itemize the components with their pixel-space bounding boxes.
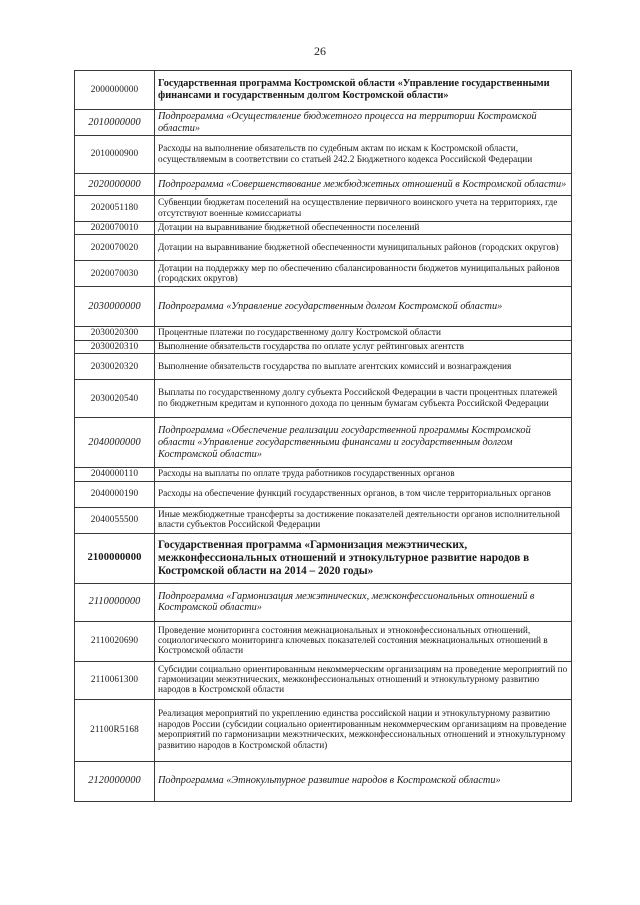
row-code: 2110061300 [75, 661, 155, 699]
row-name: Расходы на обеспечение функций государственных органов, в том числе территориальных органов [155, 481, 572, 507]
row-name: Государственная программа Костромской области «Управление государственными финансами и государственным долгом Костромской области» [155, 71, 572, 110]
row-name: Выплаты по государственному долгу субъекта Российской Федерации в части процентных платежей по бюджетным кредитам и купонного дохода по ценным бумагам субъекта Российской Федерации [155, 380, 572, 418]
row-code: 2020051180 [75, 196, 155, 222]
table-body [75, 71, 572, 802]
row-code: 21100R5168 [75, 699, 155, 761]
row-code: 2020070010 [75, 222, 155, 235]
row-name: Расходы на выплаты по оплате труда работников государственных органов [155, 468, 572, 481]
table-row [75, 533, 572, 583]
row-name: Субсидии социально ориентированным некоммерческим организациям на проведение мероприятий по гармонизации межэтнических, межконфессиональных отношений и этнокультурному развитию народов в Костромской области [155, 661, 572, 699]
row-name: Выполнение обязательств государства по выплате агентских комиссий и вознаграждения [155, 354, 572, 380]
row-name: Дотации на выравнивание бюджетной обеспеченности муниципальных районов (городских округов) [155, 235, 572, 261]
row-code: 2040055500 [75, 507, 155, 533]
budget-classification-table [74, 70, 572, 802]
row-code: 2020070020 [75, 235, 155, 261]
row-code: 2030020300 [75, 327, 155, 340]
table-row [75, 340, 572, 353]
row-name: Подпрограмма «Гармонизация межэтнических, межконфессиональных отношений в Костромской области» [155, 583, 572, 621]
table-row [75, 174, 572, 196]
row-code: 2000000000 [75, 71, 155, 110]
row-code: 2110020690 [75, 621, 155, 661]
row-name: Подпрограмма «Управление государственным долгом Костромской области» [155, 287, 572, 327]
row-code: 2020000000 [75, 174, 155, 196]
table-row [75, 110, 572, 136]
table-row [75, 621, 572, 661]
row-name: Подпрограмма «Совершенствование межбюджетных отношений в Костромской области» [155, 174, 572, 196]
row-name: Дотации на выравнивание бюджетной обеспеченности поселений [155, 222, 572, 235]
row-code: 2040000110 [75, 468, 155, 481]
table-row [75, 380, 572, 418]
table-row [75, 481, 572, 507]
row-code: 2120000000 [75, 761, 155, 801]
row-name: Государственная программа «Гармонизация межэтнических, межконфессиональных отношений и этнокультурное развитие народов в Костромской области на 2014 – 2020 годы» [155, 533, 572, 583]
table-row [75, 71, 572, 110]
row-code: 2010000900 [75, 136, 155, 174]
row-name: Процентные платежи по государственному долгу Костромской области [155, 327, 572, 340]
table-row [75, 583, 572, 621]
row-code: 2100000000 [75, 533, 155, 583]
table-row [75, 661, 572, 699]
row-code: 2030000000 [75, 287, 155, 327]
row-name: Выполнение обязательств государства по оплате услуг рейтинговых агентств [155, 340, 572, 353]
row-name: Субвенции бюджетам поселений на осуществление первичного воинского учета на территориях, где отсутствуют военные комиссариаты [155, 196, 572, 222]
table-row [75, 136, 572, 174]
row-name: Реализация мероприятий по укреплению единства российской нации и этнокультурному развитию народов России (субсидии социально ориентированным некоммерческим организациям на проведение мероприятий по гармонизации межэтнических, межконфессиональных отношений и этнокультурному развитию народов в Костромской области) [155, 699, 572, 761]
table-row [75, 418, 572, 468]
table-row [75, 761, 572, 801]
row-name: Подпрограмма «Этнокультурное развитие народов в Костромской области» [155, 761, 572, 801]
table-row [75, 507, 572, 533]
row-code: 2030020310 [75, 340, 155, 353]
table-row [75, 196, 572, 222]
page-number: 26 [314, 44, 326, 58]
row-name: Расходы на выполнение обязательств по судебным актам по искам к Костромской области, осуществляемым в соответствии со статьей 242.2 Бюджетного кодекса Российской Федерации [155, 136, 572, 174]
table-row [75, 327, 572, 340]
table-row [75, 235, 572, 261]
row-name: Дотации на поддержку мер по обеспечению сбалансированности бюджетов муниципальных районов (городских округов) [155, 261, 572, 287]
row-code: 2030020320 [75, 354, 155, 380]
table-row [75, 222, 572, 235]
table-row [75, 261, 572, 287]
table-row [75, 287, 572, 327]
row-name: Проведение мониторинга состояния межнациональных и этноконфессиональных отношений, социологического мониторинга ключевых показателей состояния межнациональных отношений в Костромской области [155, 621, 572, 661]
row-code: 2030020540 [75, 380, 155, 418]
row-code: 2020070030 [75, 261, 155, 287]
row-name: Подпрограмма «Обеспечение реализации государственной программы Костромской области «Управление государственными финансами и государственным долгом Костромской области» [155, 418, 572, 468]
row-code: 2110000000 [75, 583, 155, 621]
table-row [75, 699, 572, 761]
row-code: 2040000000 [75, 418, 155, 468]
row-code: 2010000000 [75, 110, 155, 136]
table-row [75, 354, 572, 380]
row-name: Подпрограмма «Осуществление бюджетного процесса на территории Костромской области» [155, 110, 572, 136]
table-row [75, 468, 572, 481]
row-code: 2040000190 [75, 481, 155, 507]
row-name: Иные межбюджетные трансферты за достижение показателей деятельности органов исполнительной власти субъектов Российской Федерации [155, 507, 572, 533]
